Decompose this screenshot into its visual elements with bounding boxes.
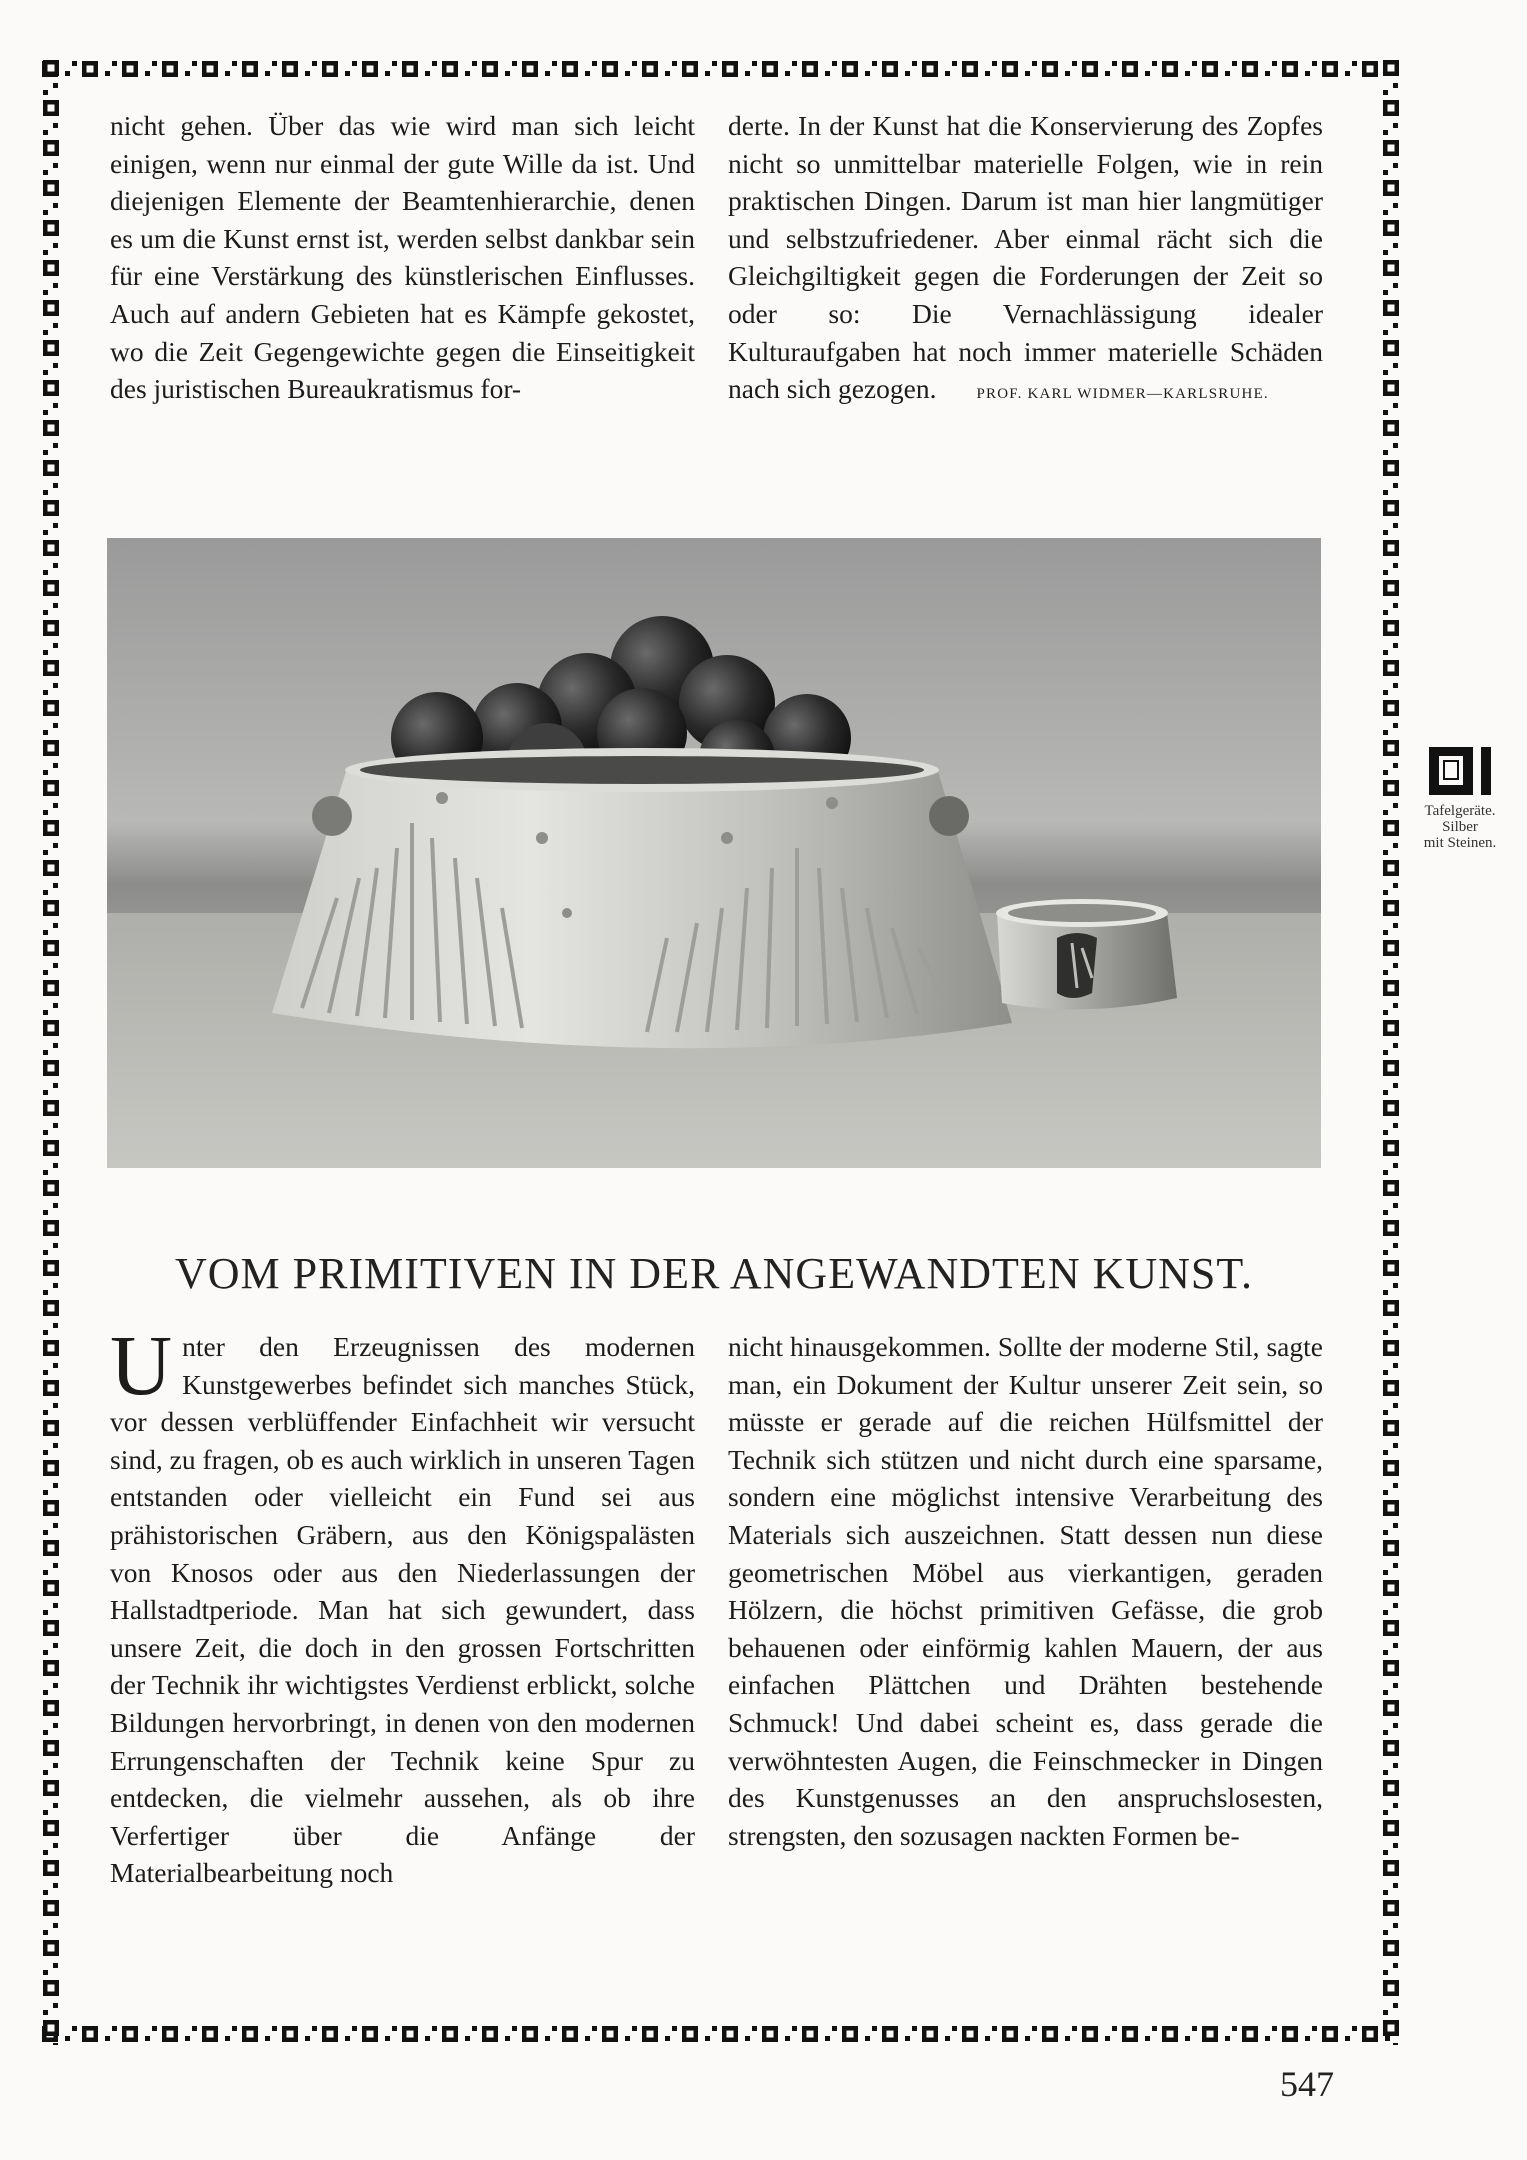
article-main-left-column bbox=[110, 1317, 695, 1892]
caption-line-1: Tafelgeräte. bbox=[1424, 803, 1496, 819]
caption-line-3: mit Steinen. bbox=[1423, 835, 1497, 851]
monogram-logo-icon bbox=[1427, 745, 1493, 797]
page-number: 547 bbox=[1280, 2064, 1334, 2104]
border-ornament-top bbox=[40, 58, 1402, 80]
article-top-right-column bbox=[728, 107, 1323, 414]
article-main-left-paragraph bbox=[110, 1317, 695, 1892]
article-main-right-text: nicht hinausgekommen. Sollte der moderne Stil, sagte man, ein Dokument der Kultur unserer Zeit sein, so müsste er gerade auf die reichen Hülfsmittel der Technik sich stützen und nicht durch eine sparsame, sondern eine möglichst intensive Verarbeitung des Materials sich auszeichnen. Statt dessen nun diese geometrischen Möbel aus vierkantigen, geraden Hölzern, die höchst primitiven Gefässe, die grob behauenen oder einförmig kahlen Mauern, der aus einfachen Plättchen und Drähten bestehende Schmuck! Und dabei scheint es, dass gerade die verwöhntesten Augen, die Feinschmecker in Dingen des Kunstgenusses an den anspruchslosesten, strengsten, den sozusagen nackten Formen be- bbox=[728, 1331, 1323, 1851]
article-title: VOM PRIMITIVEN IN DER ANGEWANDTEN KUNST. bbox=[175, 1249, 1253, 1298]
article-main-left-text: nter den Erzeugnissen des modernen Kunstgewerbes befindet sich manches Stück, vor dessen verblüffender Einfachheit wir versucht sind, zu fragen, ob es auch wirklich in unseren Tagen entstanden oder vielleicht ein Fund sei aus prähistorischen Gräbern, aus den Königspalästen von Knosos oder aus den Niederlassungen der Hallstadtperiode. Man hat sich gewundert, dass unsere Zeit, die doch in den grossen Fortschritten der Technik ihr wichtigstes Verdienst erblickt, solche Bildungen hervorbringt, in denen von den modernen Errungenschaften der Technik keine Spur zu entdecken, die vielmehr aussehen, als ob ihre Verfertiger über die Anfänge der Materialbearbeitung noch bbox=[110, 1331, 695, 1889]
border-ornament-bottom bbox=[40, 2023, 1402, 2045]
silver-bowl-photo bbox=[107, 538, 1321, 1168]
author-signature: PROF. KARL WIDMER—KARLSRUHE. bbox=[976, 386, 1269, 403]
photo-caption bbox=[1400, 745, 1520, 851]
border-ornament-right bbox=[1380, 58, 1402, 2045]
drop-cap: U bbox=[110, 1317, 173, 1413]
article-top-left-text: nicht gehen. Über das wie wird man sich leicht einigen, wenn nur einmal der gute Wille da ist. Und diejenigen Elemente der Beamtenhierarchie, denen es um die Kunst ernst ist, werden selbst dankbar sein für eine Verstärkung des künstlerischen Einflusses. Auch auf andern Gebieten hat es Kämpfe gekostet, wo die Zeit Gegengewichte gegen die Einseitigkeit des juristischen Bureaukratismus for- bbox=[110, 110, 695, 405]
border-ornament-left bbox=[40, 58, 62, 2045]
article-main-right-column bbox=[728, 1328, 1323, 1854]
article-top-right-text: derte. In der Kunst hat die Konservierung des Zopfes nicht so unmittelbar materielle Folgen, wie in rein praktischen Dingen. Darum ist man hier langmütiger und selbstzufriedener. Aber einmal rächt sich die Gleichgiltigkeit gegen die Forderungen der Zeit so oder so: Die Vernachlässigung idealer Kulturaufgaben hat noch immer materielle Schäden nach sich gezogen. bbox=[728, 110, 1323, 405]
article-top-right-paragraph bbox=[728, 107, 1323, 414]
caption-line-2: Silber bbox=[1442, 819, 1478, 835]
article-top-left-column bbox=[110, 107, 695, 408]
